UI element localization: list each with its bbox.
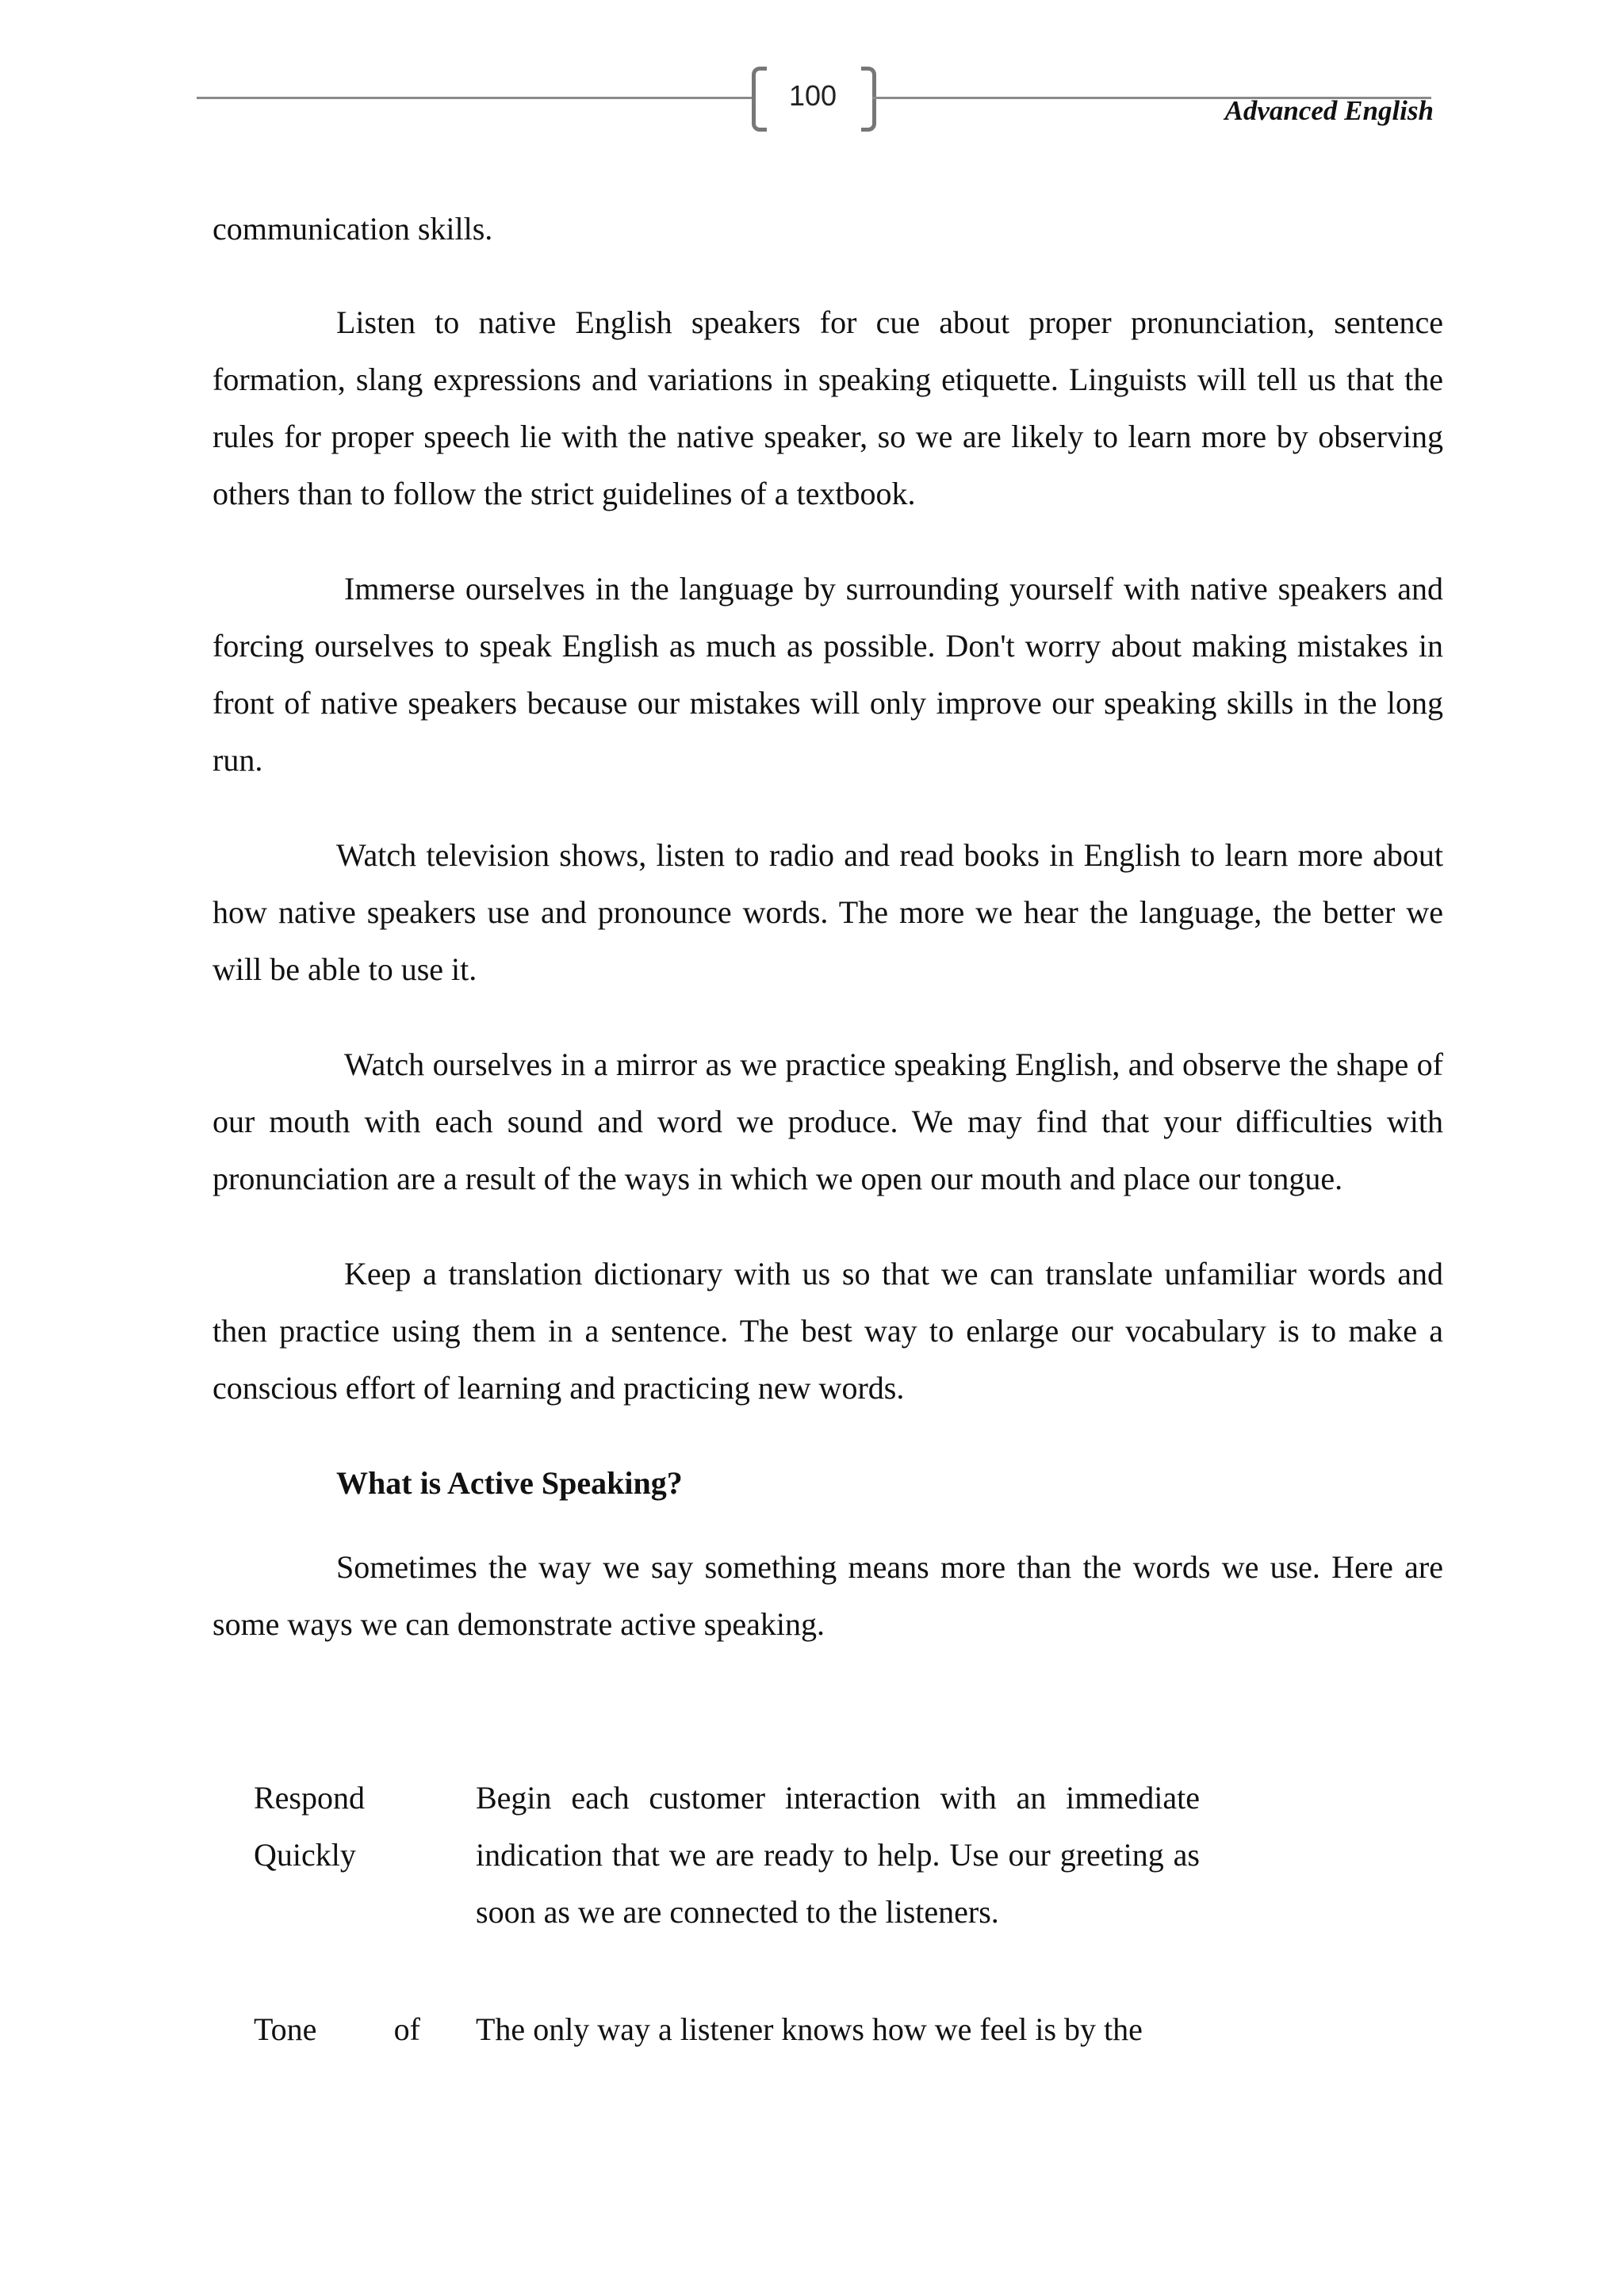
definition-description: Begin each customer interaction with an immediate indication that we are ready to help. Use our greeting as soon as we are connected to the listeners. xyxy=(476,1780,1200,1930)
left-bracket-ornament xyxy=(752,67,767,132)
section-heading: What is Active Speaking? xyxy=(336,1465,683,1501)
continued-line: communication skills. xyxy=(213,211,493,247)
definition-row xyxy=(254,2001,1205,2058)
paragraph-mirror: Watch ourselves in a mirror as we practice speaking English, and observe the shape of our mouth with each sound and word we produce. We may find that your difficulties with pronunciation are a result of the ways in which we open our mouth and place our tongue. xyxy=(213,1047,1443,1196)
body-text xyxy=(213,201,1443,1691)
active-speaking-definitions xyxy=(254,1770,1205,2118)
term-line: Quickly xyxy=(254,1837,356,1873)
definition-row xyxy=(254,1770,1205,1941)
term-line: Respond xyxy=(254,1780,365,1816)
term-word: of xyxy=(393,2011,420,2047)
paragraph-intro: Sometimes the way we say something means more than the words we use. Here are some ways we can demonstrate active speaking. xyxy=(213,1549,1443,1642)
definition-term xyxy=(254,2001,420,2058)
right-bracket-ornament xyxy=(861,67,876,132)
paragraph-immerse: Immerse ourselves in the language by surrounding yourself with native speakers and forcing ourselves to speak English as much as possible. Don't worry about making mistakes in front of native speakers because our mistakes will only improve our speaking skills in the long run. xyxy=(213,571,1443,778)
running-title: Advanced English xyxy=(1224,95,1434,126)
definition-description: The only way a listener knows how we feel is by the xyxy=(476,2011,1143,2047)
definition-term xyxy=(254,1770,420,1941)
paragraph-watch-television: Watch television shows, listen to radio and read books in English to learn more about how native speakers use and pronounce words. The more we hear the language, the better we will be able to use it. xyxy=(213,837,1443,987)
page-number: 100 xyxy=(788,79,837,112)
paragraph-listen: Listen to native English speakers for cue about proper pronunciation, sentence formation, slang expressions and variations in speaking etiquette. Linguists will tell us that the rules for proper speech lie with the native speaker, so we are likely to learn more by observing others than to follow the strict guidelines of a textbook. xyxy=(213,304,1443,511)
term-word: Tone xyxy=(254,2011,317,2047)
paragraph-dictionary: Keep a translation dictionary with us so that we can translate unfamiliar words and then practice using them in a sentence. The best way to enlarge our vocabulary is to make a conscious effort of learning and practicing new words. xyxy=(213,1256,1443,1406)
header-rule-left xyxy=(197,97,752,99)
